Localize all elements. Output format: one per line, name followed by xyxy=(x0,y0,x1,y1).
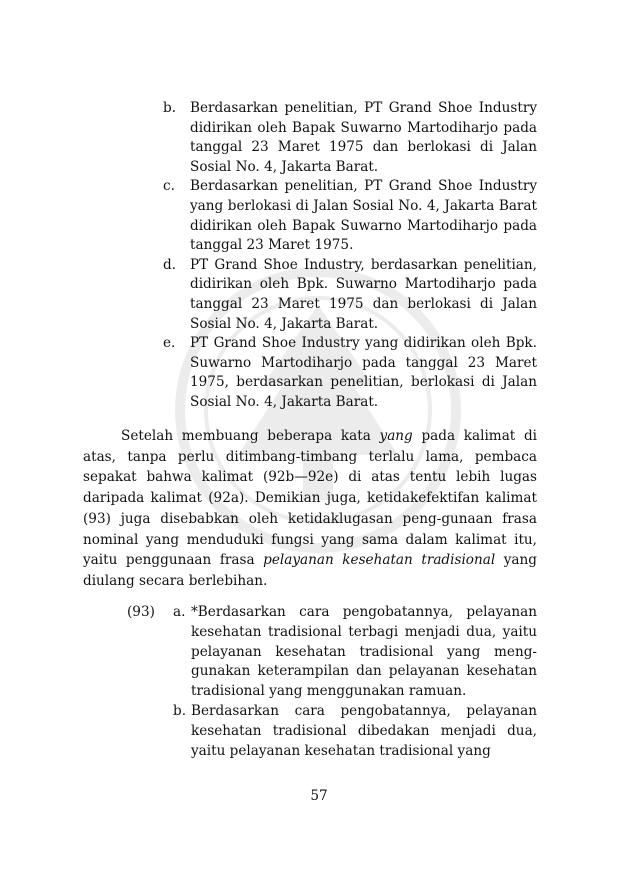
list-item-label: b. xyxy=(163,100,177,116)
example-item-label: b. xyxy=(173,702,187,719)
example-number: (93) xyxy=(127,604,155,620)
paragraph-italic-yang: yang xyxy=(379,428,413,444)
list-item xyxy=(163,334,537,412)
list-item xyxy=(163,256,537,334)
paragraph-text-2: pada kalimat di atas, tanpa perlu ditimbang-timbang terlalu lama, pembaca sepakat bahwa kalimat (92b—92e) di atas tentu lebih lugas daripada kalimat (92a). Demikian juga, ketidakefektifan kalimat (93) juga disebabkan oleh ketidaklugasan peng-gunaan frasa nominal yang menduduki fungsi yang sama dalam kalimat itu, yaitu penggunaan frasa xyxy=(83,428,538,569)
example-92-continuation-list xyxy=(163,99,537,413)
list-item-text: Berdasarkan penelitian, PT Grand Shoe Industry didirikan oleh Bapak Suwarno Martodiharjo pada tanggal 23 Maret 1975 dan berlokasi di Jalan Sosial No. 4, Jakarta Barat. xyxy=(190,100,537,175)
page-number: 57 xyxy=(310,788,328,804)
list-item xyxy=(163,99,537,177)
list-item-label: d. xyxy=(163,256,177,273)
example-item-text: Berdasarkan cara pengobatannya, pelayanan kesehatan tradisional dibedakan menjadi dua, yaitu pelayanan kesehatan tradisional yang xyxy=(191,702,537,759)
list-item-text: PT Grand Shoe Industry yang didirikan oleh Bpk. Suwarno Martodiharjo pada tanggal 23 Maret 1975, berdasarkan penelitian, berlokasi di Jalan Sosial No. 4, Jakarta Barat. xyxy=(190,335,537,410)
list-item-text: PT Grand Shoe Industry, berdasarkan penelitian, didirikan oleh Bpk. Suwarno Martodiharjo pada tanggal 23 Maret 1975 dan berlokasi di Jalan Sosial No. 4, Jakarta Barat. xyxy=(190,256,537,332)
example-93 xyxy=(127,603,537,761)
list-item xyxy=(163,177,537,255)
example-item-text: *Berdasarkan cara pengobatannya, pelayanan kesehatan tradisional terbagi menjadi dua, yaitu pelayanan kesehatan tradisional yang meng-gunakan keterampilan dan pelayanan kesehatan tradisional yang menggunakan ramuan. xyxy=(191,604,537,700)
list-item-label: c. xyxy=(163,178,175,195)
list-item-text: Berdasarkan penelitian, PT Grand Shoe Industry yang berlokasi di Jalan Sosial No. 4, Jakarta Barat didirikan oleh Bapak Suwarno Martodiharjo pada tanggal 23 Maret 1975. xyxy=(190,178,537,254)
paragraph-text-1: Setelah membuang beberapa kata xyxy=(121,428,380,444)
example-item-label: a. xyxy=(173,604,186,620)
example-item xyxy=(173,702,537,761)
paragraph-italic-phrase: pelayanan kesehatan tradisional xyxy=(263,552,496,569)
paragraph-text-3: yang diulang secara berlebihan. xyxy=(83,552,537,589)
body-paragraph xyxy=(83,426,537,592)
example-item xyxy=(127,603,537,702)
list-item-label: e. xyxy=(163,335,176,352)
